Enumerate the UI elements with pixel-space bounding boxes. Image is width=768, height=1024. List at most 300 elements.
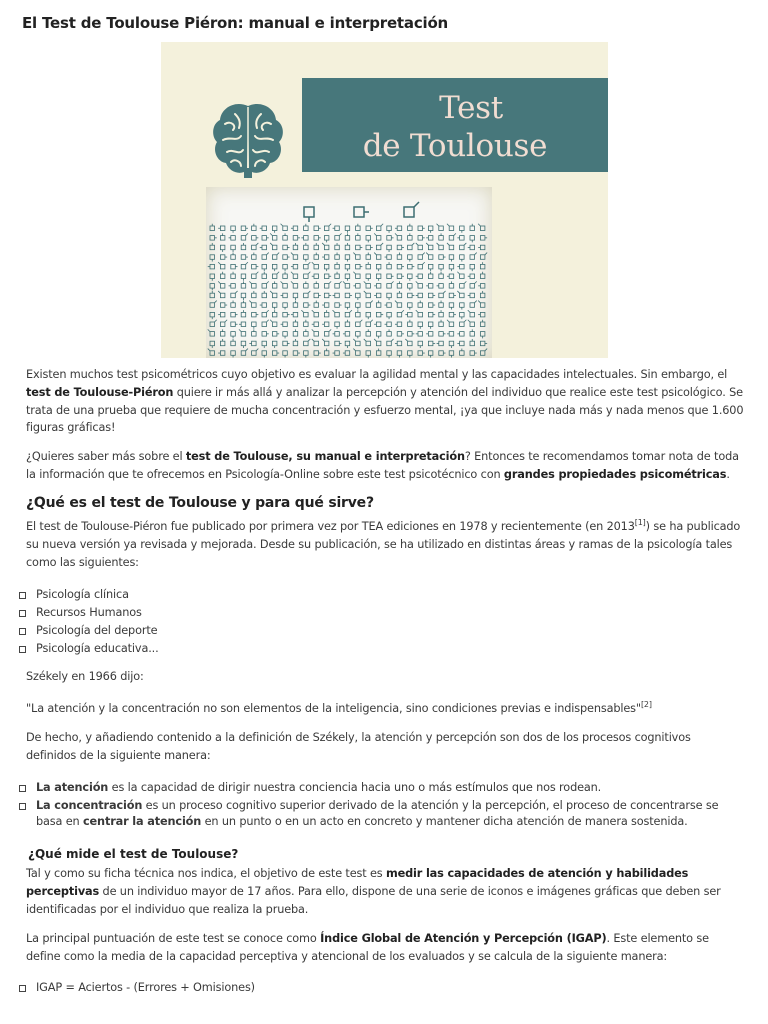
toulouse-symbol [428,272,433,279]
toulouse-symbol [210,255,215,262]
toulouse-symbol [322,303,329,308]
toulouse-symbol [385,303,392,308]
toulouse-symbol [220,233,225,240]
toulouse-symbol [345,233,350,240]
toulouse-symbol [304,281,309,288]
toulouse-symbol [449,312,456,317]
toulouse-symbol [241,274,246,281]
page-title: El Test de Toulouse Piéron: manual e interpretación [22,14,449,32]
toulouse-symbol [252,329,257,336]
toulouse-symbol [356,224,361,231]
toulouse-symbol [354,207,369,217]
toulouse-symbol [478,284,485,289]
toulouse-symbol [345,226,350,233]
toulouse-symbol [314,236,321,241]
toulouse-symbol [418,262,425,269]
toulouse-symbol [376,243,383,250]
toulouse-symbol [343,281,350,288]
toulouse-symbol [314,293,321,298]
toulouse-symbol [229,236,236,241]
toulouse-symbol [281,224,288,231]
toulouse-symbol [345,264,350,271]
toulouse-symbol [480,262,485,269]
toulouse-symbol [281,293,288,298]
toulouse-symbol [231,351,236,358]
toulouse-symbol [416,243,423,250]
toulouse-symbol [262,332,269,337]
toulouse-symbol [291,226,298,231]
toulouse-symbol [304,207,314,222]
toulouse-symbol [218,226,225,231]
toulouse-symbol [262,291,267,298]
toulouse-symbol [312,274,319,279]
toulouse-symbol [366,301,373,308]
toulouse-symbol [333,351,340,356]
toulouse-symbol [272,253,279,260]
toulouse-symbol [395,233,402,240]
toulouse-symbol [283,255,290,259]
toulouse-symbol [210,284,215,291]
toulouse-symbol [252,349,259,356]
test-symbols-grid [206,187,492,358]
toulouse-symbol [324,293,331,298]
toulouse-symbol [262,320,269,327]
toulouse-symbol [437,224,444,231]
toulouse-symbol [366,351,371,358]
toulouse-symbol [312,262,319,269]
toulouse-symbol [439,272,444,279]
toulouse-symbol [387,245,392,252]
toulouse-symbol [301,236,308,241]
toulouse-symbol [272,351,279,356]
toulouse-symbol [416,332,423,337]
list-item: IGAP = Aciertos - (Errores + Omisiones) [16,980,744,996]
toulouse-symbol [218,312,225,317]
toulouse-symbol [439,301,444,308]
toulouse-symbol [252,264,259,269]
toulouse-symbol [252,312,259,317]
toulouse-symbol [231,272,236,279]
toulouse-symbol [249,281,256,288]
toulouse-symbol [356,303,361,310]
toulouse-symbol [241,301,246,308]
toulouse-symbol [231,322,238,327]
toulouse-symbol [426,284,433,289]
toulouse-symbol [335,303,342,308]
toulouse-symbol [333,293,340,298]
toulouse-symbol [335,262,340,269]
toulouse-symbol [345,303,350,310]
toulouse-symbol [439,320,444,327]
toulouse-symbol [437,284,444,289]
toulouse-symbol [353,349,360,356]
toulouse-symbol [291,281,298,288]
toulouse-symbol [293,351,300,356]
toulouse-symbol [304,329,309,336]
toulouse-symbol [437,243,444,250]
toulouse-symbol [439,255,446,259]
toulouse-symbol [353,253,360,260]
toulouse-symbol [387,226,392,233]
toulouse-symbol [249,341,256,346]
toulouse-symbol [252,253,257,260]
toulouse-symbol [395,301,402,308]
toulouse-symbol [304,255,309,262]
toulouse-symbol [395,322,402,327]
checkbox-bullet-icon [19,592,26,599]
toulouse-symbol [272,310,277,317]
list-item: Psicología educativa... [16,641,744,657]
toulouse-symbol [366,236,371,243]
toulouse-symbol [272,341,277,348]
section-heading-what-is: ¿Qué es el test de Toulouse y para qué sirve? [26,495,374,511]
toulouse-symbol [241,281,246,288]
toulouse-symbol [231,253,236,260]
toulouse-symbol [470,253,477,260]
toulouse-symbol [304,243,309,250]
toulouse-symbol [366,329,371,336]
toulouse-symbol [304,262,311,269]
toulouse-symbol [457,236,464,241]
toulouse-symbol [416,281,423,288]
toulouse-symbol [272,303,277,310]
toulouse-symbol [404,202,419,217]
toulouse-symbol [376,349,381,356]
toulouse-symbol [208,329,215,336]
toulouse-symbol [270,233,277,240]
toulouse-symbol [262,272,267,279]
toulouse-symbol [322,243,329,250]
toulouse-symbol [324,264,329,271]
toulouse-symbol [480,253,487,260]
toulouse-symbol [385,255,392,259]
toulouse-symbol [241,226,248,231]
toulouse-symbol [283,312,290,317]
toulouse-symbol [252,243,259,250]
toulouse-symbol [418,236,425,241]
toulouse-symbol [241,310,246,317]
toulouse-symbol [293,236,300,241]
checkbox-bullet-icon [19,785,26,792]
toulouse-symbol [457,264,464,269]
toulouse-symbol [260,303,267,308]
toulouse-symbol [405,339,412,346]
toulouse-symbol [366,245,373,250]
toulouse-symbol [385,322,392,327]
toulouse-symbol [293,329,298,336]
toulouse-symbol [210,224,215,231]
toulouse-symbol [283,245,290,250]
toulouse-symbol [374,284,381,289]
toulouse-symbol [345,320,350,327]
toulouse-symbol [283,272,288,279]
toulouse-symbol [468,293,475,298]
toulouse-symbol [314,243,319,250]
toulouse-symbol [426,243,433,250]
toulouse-symbol [252,322,257,329]
hero-banner [302,78,608,172]
toulouse-symbol [281,281,288,288]
toulouse-symbol [387,262,392,269]
toulouse-symbol [428,341,435,346]
toulouse-symbol [272,332,279,337]
toulouse-symbol [260,245,267,250]
toulouse-symbol [397,310,404,317]
toulouse-symbol [449,351,454,358]
toulouse-symbol [449,293,456,298]
toulouse-symbol [262,253,269,260]
toulouse-symbol [397,253,402,260]
toulouse-symbol [374,293,381,298]
toulouse-symbol [241,243,246,250]
toulouse-symbol [468,320,475,327]
section1-paragraph-1: El test de Toulouse-Piéron fue publicado por primera vez por TEA ediciones en 1978 y recientemente (en 2013[1]) se ha publicado su nueva versión ya revisada y mejorada. Desde su publicación, se ha utilizado en distintas áreas y ramas de la psicología tales como las siguientes: [26,518,741,569]
toulouse-symbol [231,312,238,317]
toulouse-symbol [457,341,464,346]
toulouse-symbol [460,312,465,319]
section2-paragraph-1: Tal y como su ficha técnica nos indica, el objetivo de este test es medir las capacidades de atención y habilidades perceptivas de un individuo mayor de 17 años. Para ello, dispone de una serie de iconos e imágenes gráficas que deben ser identificadas por el individuo que realiza la prueba. [26,867,721,916]
toulouse-symbol [293,339,298,346]
toulouse-symbol [366,262,371,269]
toulouse-symbol [426,236,433,241]
toulouse-symbol [356,233,361,240]
toulouse-symbol [416,310,423,317]
toulouse-symbol [312,310,319,317]
toulouse-symbol [397,291,402,298]
toulouse-symbol [272,264,277,271]
toulouse-symbol [439,291,446,298]
toulouse-symbol [210,301,217,308]
toulouse-symbol [262,341,267,348]
toulouse-symbol [366,312,371,319]
toulouse-symbol [395,341,402,346]
toulouse-symbol [376,301,381,308]
toulouse-symbol [426,253,433,260]
toulouse-symbol [470,351,477,356]
toulouse-symbol [272,226,277,233]
toulouse-symbol [428,312,435,317]
toulouse-symbol [335,281,342,288]
intro-paragraph-2: ¿Quieres saber más sobre el test de Toulouse, su manual e interpretación? Entonces te recomendamos tomar nota de toda la información que te ofrecemos en Psicología-Online sobre este test psicotécnico con grandes propiedades psicométricas. [26,450,739,481]
toulouse-symbol [262,351,267,358]
toulouse-symbol [470,301,477,308]
toulouse-symbol [345,255,350,262]
toulouse-symbol [428,303,435,308]
toulouse-symbol [272,281,277,288]
toulouse-symbol [449,255,454,262]
list-item: La atención es la capacidad de dirigir nuestra conciencia hacia uno o más estímulos que nos rodean. [16,780,744,796]
toulouse-symbol [366,226,373,231]
toulouse-symbol [252,291,257,298]
toulouse-symbol [291,264,298,269]
toulouse-symbol [252,224,257,231]
toulouse-symbol [470,281,477,288]
toulouse-symbol [480,332,485,339]
toulouse-symbol [324,281,331,288]
toulouse-symbol [220,245,225,252]
toulouse-symbol [405,312,412,317]
toulouse-symbol [220,272,225,279]
toulouse-symbol [449,281,454,288]
toulouse-symbol [231,339,236,346]
checkbox-bullet-icon [19,610,26,617]
toulouse-symbol [447,332,454,337]
toulouse-symbol [322,255,329,259]
section1-paragraph-2: Székely en 1966 dijo: [26,670,144,683]
toulouse-symbol [376,264,381,271]
toulouse-symbol [408,274,413,281]
toulouse-symbol [374,339,381,346]
toulouse-symbol [210,312,215,319]
toulouse-symbol [301,310,308,317]
toulouse-symbol [428,293,435,298]
toulouse-symbol [231,291,238,298]
toulouse-symbol [293,243,298,250]
toulouse-symbol [408,351,413,358]
toulouse-symbol [241,341,246,348]
toulouse-symbol [208,349,215,356]
toulouse-symbol [314,226,321,231]
toulouse-symbol [376,312,383,317]
toulouse-symbol [408,320,413,327]
toulouse-symbol [439,332,446,337]
toulouse-symbol [324,236,329,243]
toulouse-symbol [314,351,321,356]
toulouse-symbol [335,253,340,260]
toulouse-symbol [457,332,464,337]
toulouse-symbol [210,320,217,327]
toulouse-symbol [291,312,298,317]
toulouse-symbol [249,301,256,308]
toulouse-symbol [335,341,342,346]
toulouse-symbol [439,233,444,240]
toulouse-symbol [270,243,277,250]
toulouse-symbol [480,236,487,241]
toulouse-symbol [468,245,475,250]
checkbox-bullet-icon [19,985,26,992]
toulouse-symbol [345,243,350,250]
hero-image [161,42,608,358]
toulouse-symbol [478,301,485,308]
toulouse-symbol [283,351,288,358]
toulouse-symbol [324,310,329,317]
toulouse-symbol [460,226,465,233]
list-item: Recursos Humanos [16,605,744,621]
toulouse-symbol [408,332,415,337]
toulouse-symbol [408,224,413,231]
toulouse-symbol [418,341,423,348]
toulouse-symbol [387,293,392,300]
toulouse-symbol [364,291,371,298]
toulouse-symbol [304,272,311,279]
list-item: Psicología del deporte [16,623,744,639]
toulouse-symbol [376,224,383,231]
toulouse-symbol [460,281,467,288]
toulouse-symbol [480,349,487,356]
quote: "La atención y la concentración no son elementos de la inteligencia, sino condiciones previas e indispensables"[2] [26,700,652,715]
toulouse-symbol [478,224,485,231]
toulouse-symbol [374,233,381,240]
toulouse-symbol [428,226,433,233]
toulouse-symbol [374,322,381,327]
toulouse-symbol [356,310,361,317]
toulouse-symbol [291,272,298,279]
toulouse-symbol [418,226,425,231]
toulouse-symbol [220,329,225,336]
toulouse-symbol [252,272,259,279]
toulouse-symbol [408,303,413,310]
toulouse-symbol [460,303,465,310]
toulouse-symbol [387,329,392,336]
toulouse-symbol [343,332,350,337]
toulouse-symbol [252,236,259,241]
toulouse-symbol [262,236,269,241]
toulouse-symbol [239,322,246,327]
toulouse-symbol [397,351,402,358]
checkbox-bullet-icon [19,803,26,810]
toulouse-symbol [418,351,425,356]
toulouse-symbol [449,303,454,310]
toulouse-symbol [231,264,238,269]
toulouse-symbol [293,301,298,308]
toulouse-symbol [304,303,311,308]
toulouse-symbol [449,341,454,348]
toulouse-symbol [470,264,475,271]
toulouse-symbol [457,291,464,298]
toulouse-symbol [239,329,246,336]
list-item: La concentración es un proceso cognitivo superior derivado de la atención y la percepción, el proceso de concentrarse se basa en centrar la atención en un punto o en un acto en concreto y mantener dicha atención de manera sostenida. [16,798,744,830]
toulouse-symbol [439,264,444,271]
toulouse-symbol [376,332,381,339]
toulouse-symbol [304,291,311,298]
toulouse-symbol [218,351,225,356]
toulouse-symbol [241,255,248,259]
toulouse-symbol [262,264,267,271]
toulouse-symbol [353,284,360,289]
toulouse-symbol [262,310,269,317]
toulouse-symbol [322,339,329,346]
toulouse-symbol [210,236,217,241]
toulouse-symbol [231,332,236,339]
toulouse-symbol [314,281,319,288]
toulouse-symbol [333,226,340,231]
toulouse-symbol [460,320,467,327]
toulouse-symbol [439,351,446,356]
toulouse-symbol [366,274,371,281]
toulouse-symbol [416,274,423,279]
toulouse-symbol [480,272,485,279]
toulouse-symbol [231,245,236,252]
checkbox-bullet-icon [19,628,26,635]
toulouse-symbol [470,329,475,336]
toulouse-symbol [333,332,340,337]
toulouse-symbol [447,274,454,279]
toulouse-symbol [395,226,402,231]
toulouse-symbol [324,224,331,231]
toulouse-symbol [283,303,288,310]
toulouse-symbol [304,351,309,358]
toulouse-symbol [312,329,319,336]
toulouse-symbol [312,322,319,327]
toulouse-symbol [387,351,392,358]
toulouse-symbol [470,224,475,231]
toulouse-symbol [460,255,465,262]
toulouse-symbol [241,293,246,300]
toulouse-symbol [460,349,465,356]
toulouse-symbol [449,264,454,271]
toulouse-symbol [408,255,413,262]
toulouse-symbol [293,293,298,300]
